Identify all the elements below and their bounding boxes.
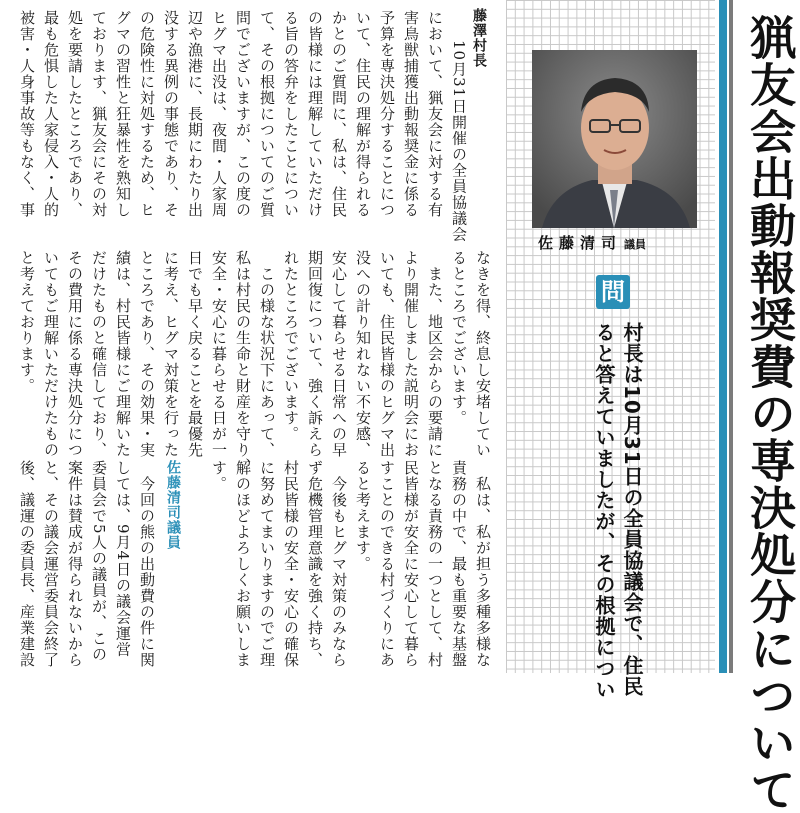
text-line: れたところでございます。 xyxy=(282,250,300,442)
text-line: また、地区会からの要請に xyxy=(426,250,444,458)
text-line: の危険性に対処するため、ヒ xyxy=(138,10,156,218)
text-line: と考えております。 xyxy=(18,250,36,394)
question-line: 村長は10月31日の全員協議会で、住民 xyxy=(620,322,644,697)
text-line: しては、9月4日の議会運営 xyxy=(114,460,132,658)
question-line: ると答えていましたが、その根拠につい xyxy=(592,322,616,700)
text-line: の皆様には理解していただけ xyxy=(306,10,324,218)
text-line: より開催しました説明会にお xyxy=(402,250,420,458)
text-line: て、その根拠についてのご質 xyxy=(258,10,276,218)
text-line: 問でございますが、この度の xyxy=(234,10,252,218)
text-line: るところでございます。 xyxy=(450,250,468,426)
text-line: その費用に係る専決処分につ xyxy=(66,250,84,458)
text-line: 被害・人身事故等もなく、事 xyxy=(18,10,36,218)
question-badge: 問 xyxy=(596,275,630,309)
text-line: 解のほどよろしくお願いしま xyxy=(234,460,252,668)
text-line: 責務の中で、最も重要な基盤 xyxy=(450,460,468,668)
text-line: と、その議会運営委員会終了 xyxy=(42,460,60,668)
text-line: 辺や漁港に、長期にわたり出 xyxy=(186,10,204,218)
text-line: 後、議運の委員長、産業建設 xyxy=(18,460,36,668)
text-line: ると考えます。 xyxy=(354,460,372,572)
text-line: る旨の答弁をしたことについ xyxy=(282,10,300,218)
text-line: ところであり、その効果・実 xyxy=(138,250,156,458)
text-line: 私は村民の生命と財産を守り、 xyxy=(234,250,252,474)
text-line: かとのご質問に、私は、住民 xyxy=(330,10,348,218)
text-line: 最も危惧した人家侵入・人的 xyxy=(42,10,60,218)
text-line: 安心して暮らせる日常への早 xyxy=(330,250,348,458)
text-line: 没する異例の事態であり、そ xyxy=(162,10,180,218)
question-text xyxy=(586,322,646,700)
text-line: すことのできる村づくりにあ xyxy=(378,460,396,668)
text-line: 村民皆様の安全・安心の確保 xyxy=(282,460,300,668)
text-line: 安全・安心に暮らせる日が一 xyxy=(210,250,228,458)
text-line: 委員会で5人の議員が、この xyxy=(90,460,108,663)
text-line: 10月31日開催の全員協議会 xyxy=(450,40,468,243)
text-line: 案件は賛成が得られないから xyxy=(66,460,84,668)
text-line: 没への計り知れない不安感、 xyxy=(354,250,372,458)
portrait-photo xyxy=(532,50,697,228)
text-line: 処を要請したところであり、 xyxy=(66,10,84,218)
text-line: いてもご理解いただけたもの xyxy=(42,250,60,458)
text-line: 害鳥獣捕獲出動報奨金に係る xyxy=(402,10,420,218)
questioner-role: 議員 xyxy=(624,238,647,251)
accent-bar-secondary xyxy=(729,0,733,673)
questioner-name: 佐藤清司 xyxy=(538,234,623,252)
text-line: いても、住民皆様のヒグマ出 xyxy=(378,250,396,458)
page-title: 猟友会出動報奨費の専決処分について xyxy=(743,14,797,813)
text-line: において、猟友会に対する有 xyxy=(426,10,444,218)
text-line: いて、住民の理解が得られる xyxy=(354,10,372,218)
text-line: す。 xyxy=(210,460,228,492)
person-portrait-icon xyxy=(532,50,697,228)
text-line: 予算を専決処分することにつ xyxy=(378,10,396,218)
text-line: 今回の熊の出動費の件に関 xyxy=(138,460,156,668)
text-line: ヒグマ出没は、夜間・人家周 xyxy=(210,10,228,218)
text-line: グマの習性と狂暴性を熟知し xyxy=(114,10,132,218)
text-line: 私は、私が担う多種多様な xyxy=(474,460,492,668)
text-line: に考え、ヒグマ対策を行った xyxy=(162,250,180,458)
text-line: だけたものと確信しており、 xyxy=(90,250,108,458)
questioner-caption xyxy=(538,232,698,252)
text-line: に努めてまいりますのでご理 xyxy=(258,460,276,668)
text-line: この様な状況下にあって、 xyxy=(258,250,276,458)
text-line: なきを得、終息し安堵してい xyxy=(474,250,492,458)
speaker-questioner: 佐藤清司議員 xyxy=(165,460,181,550)
accent-bar xyxy=(719,0,727,673)
text-line: 民皆様が安全に安心して暮ら xyxy=(402,460,420,668)
text-line: ております、猟友会にその対 xyxy=(90,10,108,218)
text-line: 日でも早く戻ることを最優先 xyxy=(186,250,204,458)
text-line: 期回復について、強く訴えら xyxy=(306,250,324,458)
speaker-mayor: 藤澤村長 xyxy=(471,8,487,68)
text-line: 今後もヒグマ対策のみなら xyxy=(330,460,348,668)
text-line: ず危機管理意識を強く持ち、 xyxy=(306,460,324,668)
text-line: となる責務の一つとして、村 xyxy=(426,460,444,668)
text-line: 績は、村民皆様にご理解いた xyxy=(114,250,132,458)
